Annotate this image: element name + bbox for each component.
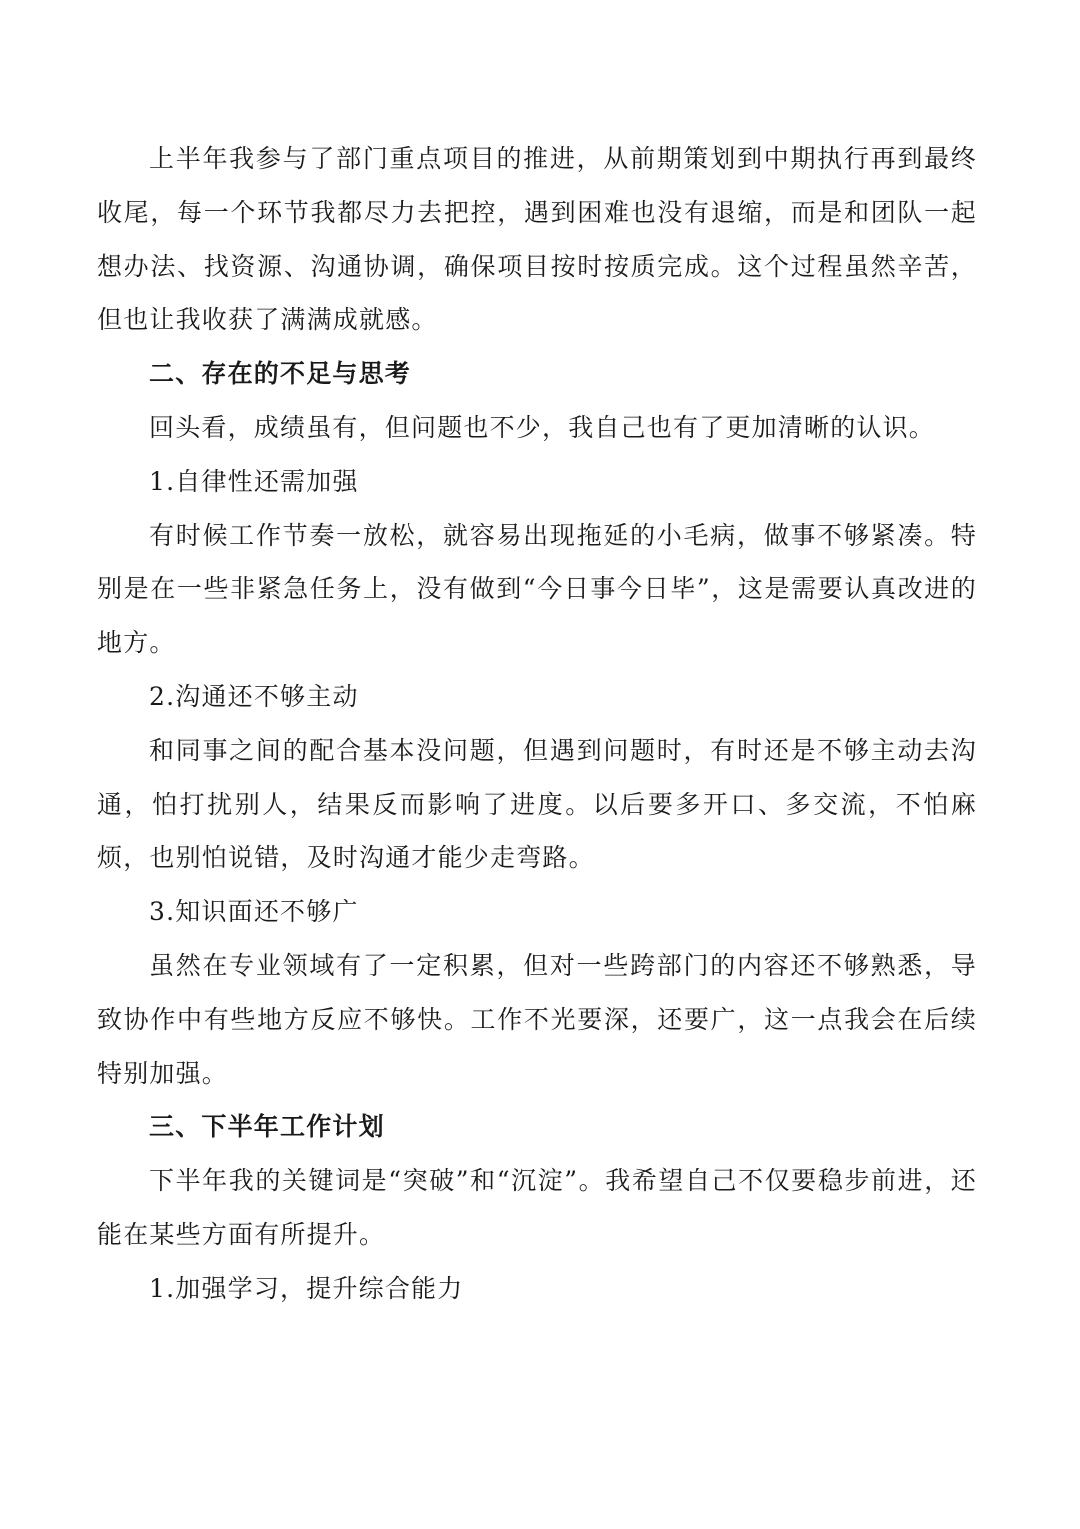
subheading-communication: 2.沟通还不够主动 [149, 681, 359, 711]
document-body [97, 132, 977, 1316]
section-heading-plan: 三、下半年工作计划 [149, 1112, 385, 1142]
subheading-knowledge: 3.知识面还不够广 [149, 897, 359, 927]
self-discipline-paragraph: 有时候工作节奏一放松，就容易出现拖延的小毛病，做事不够紧凑。特别是在一些非紧急任务上，没有做到“今日事今日毕”，这是需要认真改进的地方。 [97, 520, 977, 658]
knowledge-paragraph: 虽然在专业领域有了一定积累，但对一些跨部门的内容还不够熟悉，导致协作中有些地方反应不够快。工作不光要深，还要广，这一点我会在后续特别加强。 [97, 950, 977, 1088]
subheading-learning: 1.加强学习，提升综合能力 [149, 1273, 464, 1303]
section-heading-shortcomings: 二、存在的不足与思考 [149, 359, 412, 389]
communication-paragraph: 和同事之间的配合基本没问题，但遇到问题时，有时还是不够主动去沟通，怕打扰别人，结果反而影响了进度。以后要多开口、多交流，不怕麻烦，也别怕说错，及时沟通才能少走弯路。 [97, 735, 977, 873]
project-paragraph: 上半年我参与了部门重点项目的推进，从前期策划到中期执行再到最终收尾，每一个环节我都尽力去把控，遇到困难也没有退缩，而是和团队一起想办法、找资源、沟通协调，确保项目按时按质完成。这个过程虽然辛苦，但也让我收获了满满成就感。 [97, 144, 977, 335]
plan-intro-paragraph: 下半年我的关键词是“突破”和“沉淀”。我希望自己不仅要稳步前进，还能在某些方面有所提升。 [97, 1166, 977, 1249]
shortcomings-intro-paragraph: 回头看，成绩虽有，但问题也不少，我自己也有了更加清晰的认识。 [149, 412, 936, 442]
subheading-self-discipline: 1.自律性还需加强 [149, 466, 359, 496]
